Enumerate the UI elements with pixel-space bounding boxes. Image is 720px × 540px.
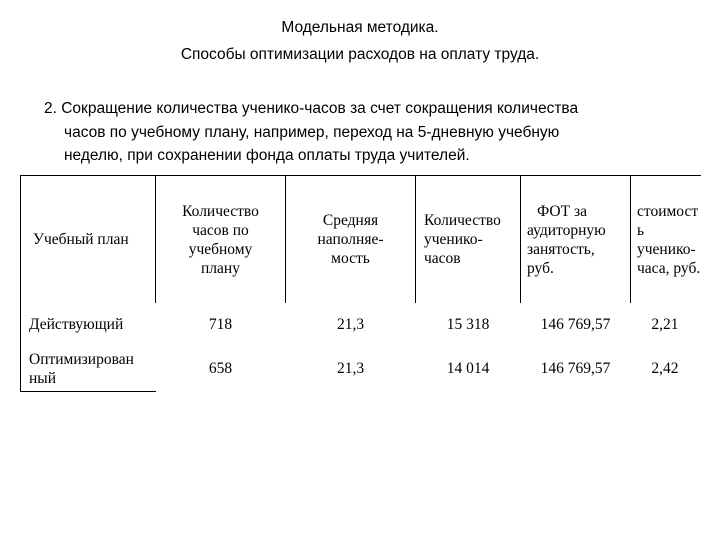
cell-plan-line: ный: [29, 369, 57, 387]
header-study-plan: [21, 176, 156, 304]
paragraph-line-2: часов по учебному плану, например, переход на 5-дневную учебную: [64, 124, 560, 141]
cell-cost: 2,42: [651, 360, 679, 378]
cell-plan-line: Оптимизирован: [29, 350, 134, 368]
cell-fot: 146 769,57: [540, 360, 611, 378]
table-row: [21, 346, 701, 392]
header-average-fill: [286, 176, 416, 304]
header-payroll-fund: [521, 176, 631, 304]
header-cost-per-hour-line: часа, руб.: [637, 259, 701, 277]
header-payroll-fund-line: занятость,: [527, 240, 595, 258]
cell-fill: 21,3: [336, 316, 365, 333]
cell-fill: 21,3: [336, 360, 365, 378]
cell-hours: 718: [208, 316, 233, 333]
header-payroll-fund-line: ФОТ за: [537, 202, 587, 220]
header-student-hours-line: Количество: [424, 212, 501, 229]
header-average-fill-line: Средняя: [322, 212, 379, 229]
header-plan-hours-line: учебному: [188, 240, 253, 258]
header-plan-hours-line: Количество: [182, 202, 259, 220]
header-student-hours-line: ученико-: [424, 231, 483, 248]
cell-student-hours: 14 014: [446, 360, 490, 378]
header-cost-per-hour-line: стоимост: [637, 202, 699, 220]
header-plan-hours-line: плану: [201, 259, 240, 277]
header-student-hours: [416, 176, 521, 304]
header-average-fill-line: мость: [331, 250, 370, 267]
table-row: [21, 303, 701, 346]
cell-plan: [21, 303, 156, 346]
header-student-hours-line: часов: [424, 250, 461, 267]
header-payroll-fund-line: аудиторную: [527, 221, 606, 239]
paragraph-line-1: 2. Сокращение количества ученико-часов за счет сокращения количества: [44, 100, 579, 117]
cell-student-hours: 15 318: [446, 316, 490, 333]
header-cost-per-hour-line: ь: [637, 221, 645, 239]
page-title-line-1: Модельная методика.: [281, 19, 439, 36]
header-cost-per-hour-line: ученико-: [637, 240, 696, 258]
header-cost-per-hour: [631, 176, 701, 304]
cell-plan-line: Действующий: [29, 316, 124, 333]
cell-plan: [21, 346, 156, 392]
cell-fot: 146 769,57: [540, 316, 611, 333]
page-title-line-2: Способы оптимизации расходов на оплату труда.: [180, 46, 540, 63]
header-average-fill-line: наполняе-: [317, 231, 384, 248]
header-plan-hours: [156, 176, 286, 304]
paragraph-line-3: неделю, при сохранении фонда оплаты труда учителей.: [64, 147, 470, 164]
cell-cost: 2,21: [651, 316, 679, 333]
cell-hours: 658: [208, 360, 233, 378]
comparison-table: [20, 175, 701, 392]
table-header-row: [21, 176, 701, 304]
header-plan-hours-line: часов по: [192, 221, 249, 239]
header-study-plan-line: Учебный план: [33, 231, 129, 248]
header-payroll-fund-line: руб.: [527, 259, 554, 277]
